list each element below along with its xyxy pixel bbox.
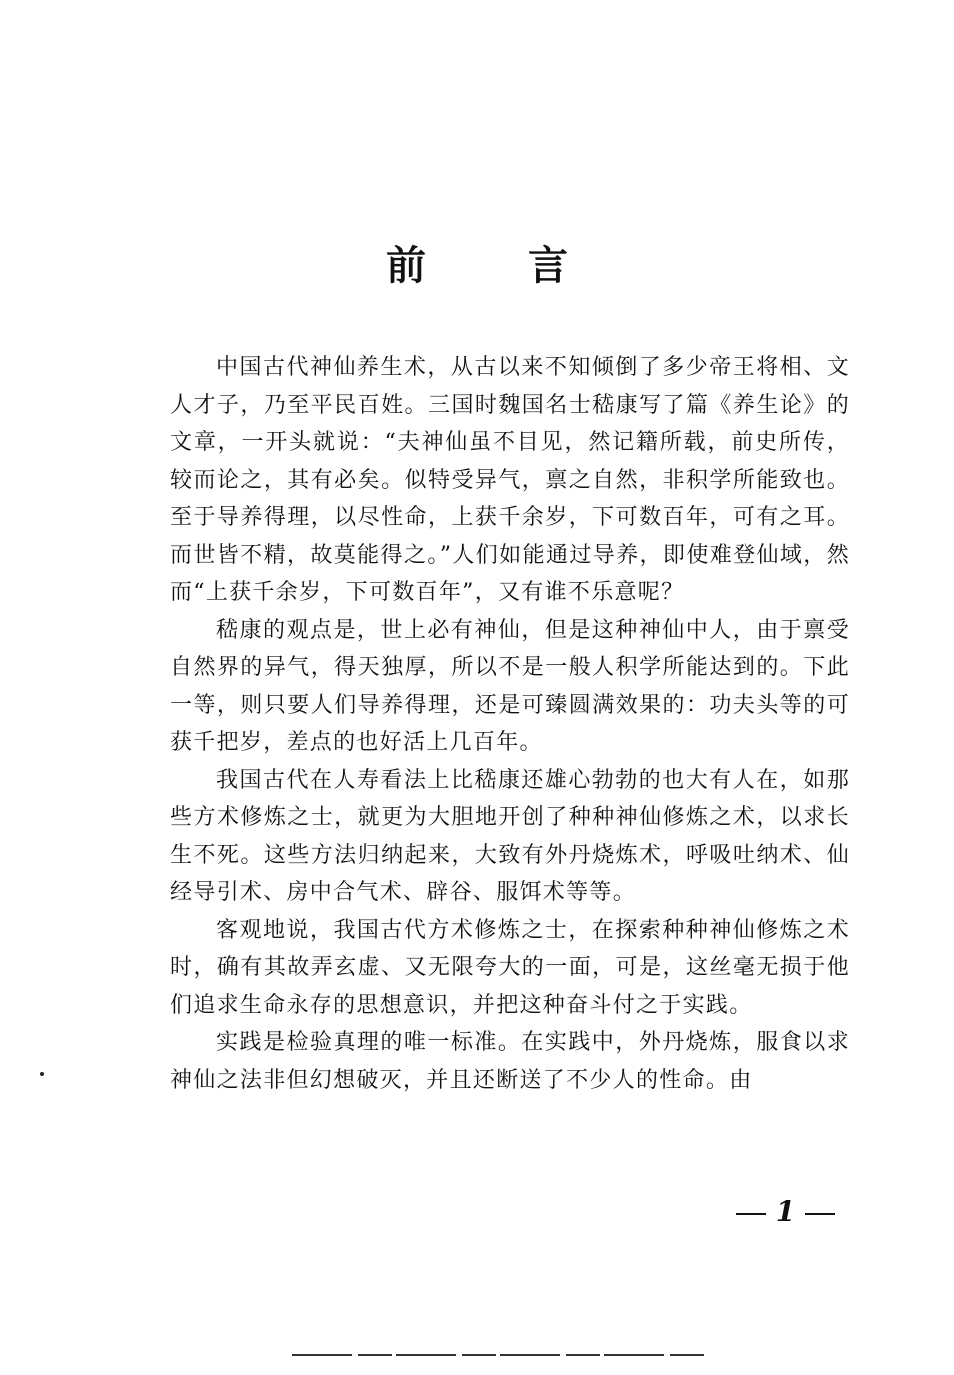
paragraph-1: 中国古代神仙养生术，从古以来不知倾倒了多少帝王将相、文人才子，乃至平民百姓。三国时魏国名士嵇康写了篇《养生论》的文章，一开头就说：“夫神仙虽不目见，然记籍所载，前史所传，较而论之，其有必矣。似特受异气，禀之自然，非积学所能致也。至于导养得理，以尽性命，上获千余岁，下可数百年，可有之耳。而世皆不精，故莫能得之。”人们如能通过导养，即使难登仙域，然而“上获千余岁，下可数百年”，又有谁不乐意呢？ <box>170 355 850 605</box>
page-number <box>736 1192 835 1232</box>
page-number-dash-right <box>805 1213 835 1215</box>
paragraph-4: 客观地说，我国古代方术修炼之士，在探索种种神仙修炼之术时，确有其故弄玄虚、又无限夸大的一面，可是，这丝毫无损于他们追求生命永存的思想意识，并把这种奋斗付之于实践。 <box>170 917 850 1018</box>
scan-speck <box>40 1072 44 1076</box>
body-text <box>170 349 850 1099</box>
paragraph-3: 我国古代在人寿看法上比嵇康还雄心勃勃的也大有人在，如那些方术修炼之士，就更为大胆地开创了种种神仙修炼之术，以求长生不死。这些方法归纳起来，大致有外丹烧炼术，呼吸吐纳术、仙经导引术、房中合气术、辟谷、服饵术等等。 <box>170 767 850 905</box>
page-number-value: 1 <box>775 1195 796 1228</box>
page-number-dash-left <box>736 1213 766 1215</box>
paragraph-2: 嵇康的观点是，世上必有神仙，但是这种神仙中人，由于禀受自然界的异气，得天独厚，所以不是一般人积学所能达到的。下此一等，则只要人们导养得理，还是可臻圆满效果的：功夫头等的可获千把岁，差点的也好活上几百年。 <box>170 617 850 755</box>
bottom-scan-rule <box>292 1354 704 1356</box>
page-title: 前 言 <box>386 243 612 289</box>
paragraph-5: 实践是检验真理的唯一标准。在实践中，外丹烧炼，服食以求神仙之法非但幻想破灭，并且还断送了不少人的性命。由 <box>170 1030 850 1093</box>
